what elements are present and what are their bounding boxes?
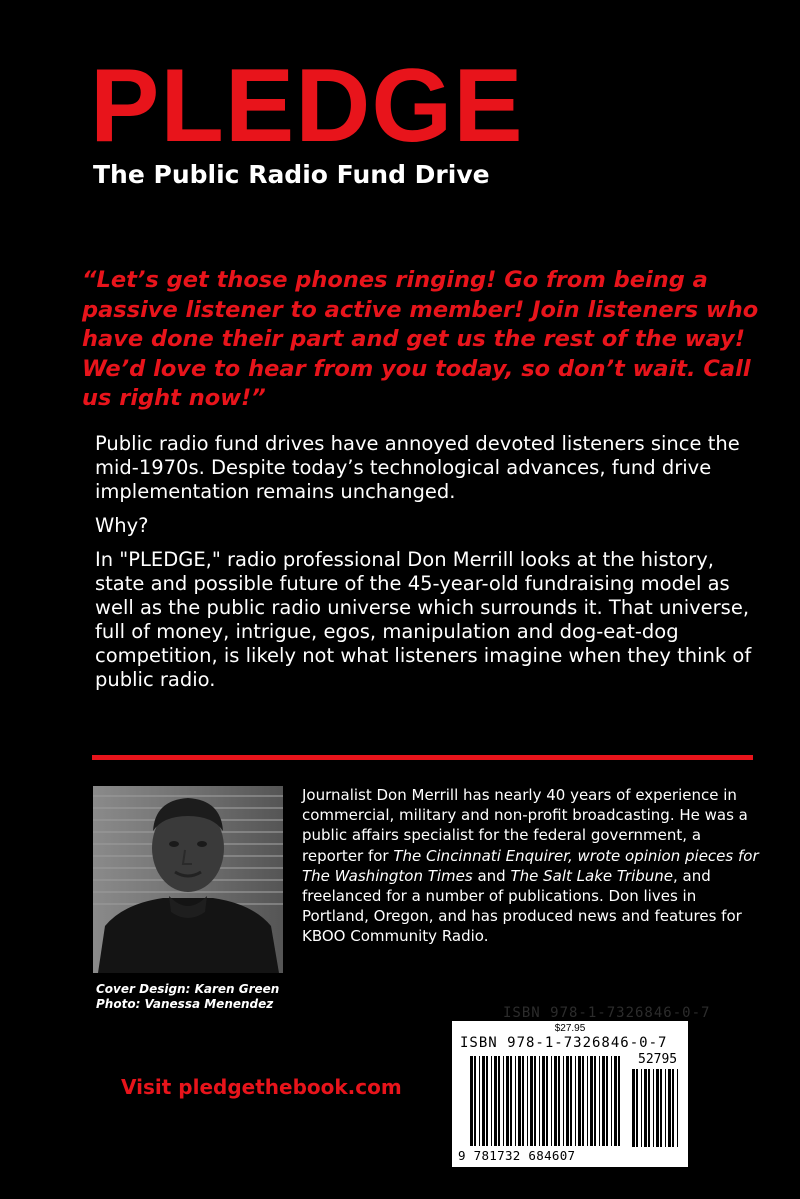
divider-rule <box>92 755 753 760</box>
isbn-number: ISBN 978-1-7326846-0-7 <box>460 1035 668 1051</box>
author-bio <box>302 785 764 947</box>
description <box>95 432 765 702</box>
description-paragraph-1: Public radio fund drives have annoyed devoted listeners since the mid-1970s. Despite today’s technological advances, fund drive implementation remains unchanged. <box>95 432 740 503</box>
barcode-digits: 9 781732 684607 <box>458 1148 576 1163</box>
book-title: PLEDGE <box>90 48 524 164</box>
author-photo <box>93 786 283 973</box>
photo-credit: Photo: Vanessa Menendez <box>96 997 274 1011</box>
photo-credits <box>96 982 296 1012</box>
isbn-barcode <box>452 1021 688 1167</box>
bio-text-3: , and freelanced for a number of publications. Don lives in Portland, Oregon, and has produced news and features for KBOO Community Radio. <box>302 866 742 946</box>
barcode-bars <box>452 1021 688 1167</box>
pull-quote: “Let’s get those phones ringing! Go from being a passive listener to active member! Join listeners who have done their part and get us the rest of the way! We’d love to hear from you today, so don’t wait. Call us right now!” <box>82 267 759 411</box>
website-link[interactable]: Visit pledgethebook.com <box>121 1075 402 1099</box>
bio-publication-2: The Salt Lake Tribune <box>510 866 674 885</box>
price-label: $27.95 <box>554 1023 586 1034</box>
bio-text-1: Journalist Don Merrill has nearly 40 years of experience in commercial, military and non-profit broadcasting. He was a public affairs specialist for the federal government, a reporter for <box>302 786 748 865</box>
description-paragraph-3: In "PLEDGE," radio professional Don Merrill looks at the history, state and possible future of the 45-year-old fundraising model as well as the public radio universe which surrounds it. That universe, full of money, intrigue, egos, manipulation and dog-eat-dog competition, is likely not what listeners imagine when they think of public radio. <box>95 548 752 691</box>
bio-publication-1: The Cincinnati Enquirer, wrote opinion pieces for The Washington Times <box>302 846 759 885</box>
description-paragraph-2: Why? <box>95 514 149 537</box>
cover-design-credit: Cover Design: Karen Green <box>96 982 280 996</box>
price-addon-code: 52795 <box>638 1052 678 1067</box>
book-subtitle: The Public Radio Fund Drive <box>93 160 490 189</box>
ghost-isbn-text: ISBN 978-1-7326846-0-7 <box>503 1005 711 1021</box>
bio-text-2: and <box>472 866 511 885</box>
